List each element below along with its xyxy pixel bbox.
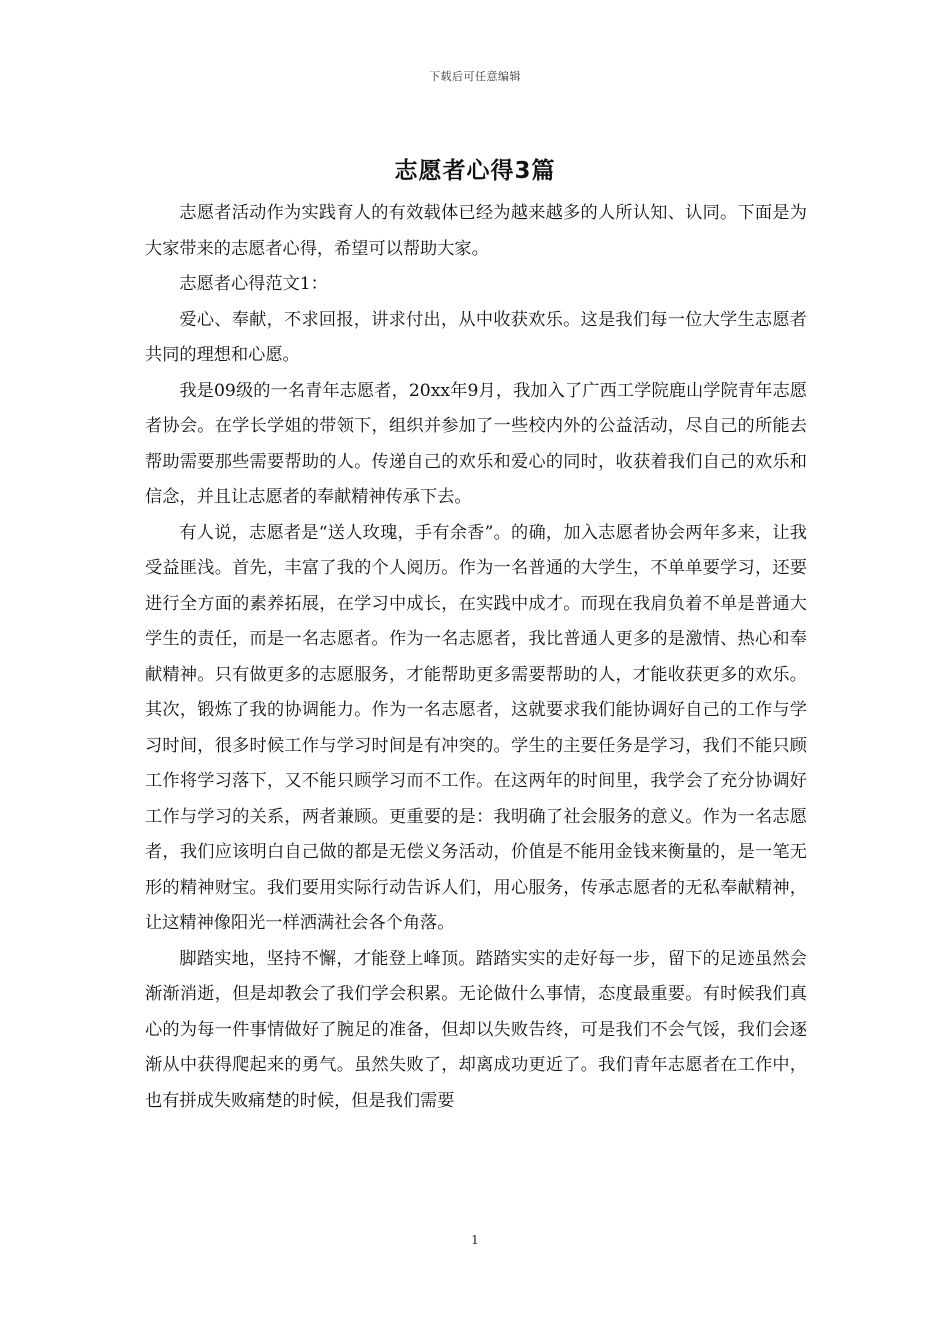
header-note: 下载后可任意编辑 xyxy=(429,70,521,83)
paragraph-intro: 志愿者活动作为实践育人的有效载体已经为越来越多的人所认知、认同。下面是为大家带来的志愿者心得，希望可以帮助大家。 xyxy=(145,203,807,259)
page-number: 1 xyxy=(471,1233,479,1247)
paragraph: 我是09级的一名青年志愿者，20xx年9月，我加入了广西工学院鹿山学院青年志愿者协会。在学长学姐的带领下，组织并参加了一些校内外的公益活动，尽自己的所能去帮助需要那些需要帮助的人。传递自己的欢乐和爱心的同时，收获着我们自己的欢乐和信念，并且让志愿者的奉献精神传承下去。 xyxy=(145,380,807,507)
document-body xyxy=(145,196,807,1119)
document-title: 志愿者心得3篇 xyxy=(394,158,556,184)
paragraph: 爱心、奉献，不求回报，讲求付出，从中收获欢乐。这是我们每一位大学生志愿者共同的理想和心愿。 xyxy=(145,309,807,365)
paragraph: 有人说，志愿者是“送人玫瑰，手有余香”。的确，加入志愿者协会两年多来，让我受益匪浅。首先，丰富了我的个人阅历。作为一名普通的大学生，不单单要学习，还要进行全方面的素养拓展，在学习中成长，在实践中成才。而现在我肩负着不单是普通大学生的责任，而是一名志愿者。作为一名志愿者，我比普通人更多的是激情、热心和奉献精神。只有做更多的志愿服务，才能帮助更多需要帮助的人，才能收获更多的欢乐。其次，锻炼了我的协调能力。作为一名志愿者，这就要求我们能协调好自己的工作与学习时间，很多时候工作与学习时间是有冲突的。学生的主要任务是学习，我们不能只顾工作将学习落下，又不能只顾学习而不工作。在这两年的时间里，我学会了充分协调好工作与学习的关系，两者兼顾。更重要的是：我明确了社会服务的意义。作为一名志愿者，我们应该明白自己做的都是无偿义务活动，价值是不能用金钱来衡量的，是一笔无形的精神财宝。我们要用实际行动告诉人们，用心服务，传承志愿者的无私奉献精神，让这精神像阳光一样洒满社会各个角落。 xyxy=(145,522,807,933)
paragraph: 脚踏实地，坚持不懈，才能登上峰顶。踏踏实实的走好每一步，留下的足迹虽然会渐渐消逝，但是却教会了我们学会积累。无论做什么事情，态度最重要。有时候我们真心的为每一件事情做好了腕足的准备，但却以失败告终，可是我们不会气馁，我们会逐渐从中获得爬起来的勇气。虽然失败了，却离成功更近了。我们青年志愿者在工作中，也有拼成失败痛楚的时候，但是我们需要 xyxy=(145,948,807,1111)
paragraph-subheading: 志愿者心得范文1： xyxy=(179,274,328,294)
